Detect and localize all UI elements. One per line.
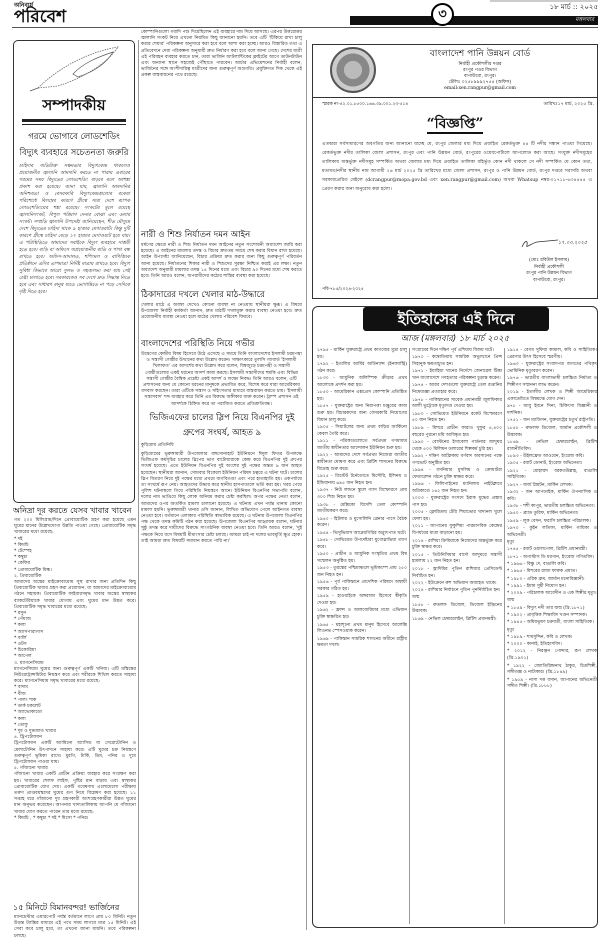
list-item: * কেফির [14,561,31,567]
article-headline: নারী ও শিশু নির্যাতন দমন আইন [141,230,251,240]
history-entry: ১৮৭১ - অগাস্টাস ডি মরগান, ইংরেজ গণিতবিদ। [507,554,594,560]
history-entry: ১৭৯৫ - মার্কিন যুক্তরাষ্ট্রে প্রথম কাগজের মুদ্রা চালু হয়। [317,348,407,360]
list-item: * দুধ ও দুগ্ধজাত খাবার [14,728,57,734]
list-item: * আপেল [14,654,32,660]
history-entry: ১৮৫৮ - রুডলফ ডিজেল, জার্মান প্রকৌশলী ও উদ্ভাবক। [507,425,597,438]
history-entry: জন্ম [412,595,420,601]
history-entry: ১৯১১ - পত্রিকাগুলোতে সর্বপ্রথম গণমাধ্যম জাতীয় স্বাধীনতার আন্দোলন ইউনিয়ন শুরু হয়। [317,439,407,452]
signer-title: নির্বাহী প্রকৌশলী [534,264,564,270]
history-column-1 [317,348,407,924]
notice-title [312,114,598,134]
history-entry: ১৯২৭ - জর্জ প্লিমটন, মার্কিন লেখক। [507,482,573,488]
history-entry: ১৯৬৫ - মহাশূন্যে প্রথম মানুষ হিসেবে আলেক্সি লিওনভ স্পেসওয়াক করেন। [317,622,407,635]
history-entry: ১৯৬২ - ফ্রান্স ও আলজেরিয়ার মধ্যে এভিয়ান চুক্তি স্বাক্ষরিত হয়। [317,608,407,621]
history-entry: ১৯৭০ - কম্বোডিয়ায় সামরিক অভ্যুত্থানে প্রিন্স সিহানুক ক্ষমতাচ্যুত হন। [412,355,502,368]
list-item: * পেঁয়াজ [14,617,31,623]
editorial-headline-1: গরমে ভোগাবে লোডশেডিং [28,132,120,142]
history-entry: ১৯৯০ - বোস্টনের ইসাবেলা গার্ডনার জাদুঘর থেকে ৫০০ মিলিয়ন ডলারের শিল্পকর্ম চুরি হয়। [412,439,502,452]
column-divider [504,348,505,924]
history-entry: * ১৮৫৯ - বিদ্যুৎ নদী তার জন্ম (খ্রি.১৮৭১) [507,605,585,611]
article-intro: গত ২০০ মিলিগ্রাম/দিনে প্রোবায়োটিক গ্রহণ করা হয়েছে এমন ঘুমের মানের উল্লেখযোগ্য উন্নতি পাওয়া গেছে। প্রোবায়োটিক সমৃদ্ধ খাবারের মধ্যে রয়েছে: [14,518,136,536]
org-address [380,62,580,92]
list-item: * বার্লি [14,635,27,641]
editorial-bar-thin [22,124,126,125]
notice-title-text: “বিজ্ঞপ্তি” [426,116,484,132]
history-entry: * ১৯৬৫ - মিশরের রাজা ফারুক প্রয়াত। [507,569,577,575]
history-entry: ১৭৫১ - জন ম্যাডিসন, যুক্তরাষ্ট্রের চতুর্থ রাষ্ট্রপতি। [507,418,595,424]
history-column-2 [412,348,502,924]
list-item: * প্রোবায়োটিক মিল্ক। [14,567,52,573]
article-body [14,518,136,898]
history-entry: ১৯৭৬ - ভারতীয় বাংলাভাষী চলচ্চিত্র নির্মাতা ও শিল্পীগণ সম্মাননা লাভ করেন। [507,376,597,388]
history-entry: ১৯৭৮ - পাকিস্তানের সাবেক প্রধানমন্ত্রী জুলফিকার আলী ভুট্টোকে মৃত্যুদণ্ড দেওয়া হয়। [412,397,502,410]
org-line: বাপাউবো, রংপুর। [463,74,497,79]
history-entry: ১৯৯২ - দক্ষিণ আফ্রিকায় বর্ণবাদ অবসানের পক্ষে গণভোট অনুষ্ঠিত হয়। [412,453,502,466]
list-item: * ওটস [14,642,27,648]
history-entry: ১৯৮০ - সোভিয়েত ইউনিয়নে রকেট বিস্ফোরণে ৫০ জন নিহত হন। [412,411,502,424]
history-entry: জন্ম [507,598,515,604]
history-entry: ১৯০৫ - সিয়াটলের জন্য প্রথম বাড়ির আর্কিনো কেবল তৈরি করে। [317,425,407,438]
history-entry: ১৯৮৯ - মিশরে প্রাচীন ফারাও খুফুর ৪,৪০০ বছরের পুরনো মমি আবিষ্কৃত হয়। [412,425,502,438]
history-entry: * ১৯৮৯ - শামসুদ্দিন, কবি ও লেখক। [507,634,573,640]
history-entry: ১৯২৫ - ত্রিস্টেট টর্নেডোতে মিসৌরি, ইলিনয় ও ইন্ডিয়ানায় ৬৯৫ জন নিহত হন। [317,474,407,487]
editorial-body: চাহিদার অতিরিক্ত সক্ষমতার বিদ্যুৎকেন্দ্র থাকলেও প্রয়োজনীয় জ্বালানি আমদানি করতে না পারায় এবারের গরমের সময় বিদ্যুতের লোডশেডিং বাড়বে বলে আশঙ্কা প্রকাশ করা হয়েছে। জানা যায়, জ্বালানি আমদানির অনিশ্চয়তা ও বেসরকারি বিদ্যুৎকেন্দ্রগুলোর বকেয়া পরিশোধে বিলম্বের কারণে গ্রীষ্মে সারা দেশে ব্যাপক লোডশেডিংয়ের শঙ্কা রয়েছে। সংকটের মূলে রয়েছে জ্বালানিসংকট, বিপুল পরিমাণ দেনার বোঝা এবং ডলার সংকট। সম্প্রতি জ্বালানি উপদেষ্টা জানিয়েছেন, শীত মৌসুমে দেশে বিদ্যুতের চাহিদা থাকে ৯ হাজার মেগাওয়াট। কিন্তু দুটি কারণে গ্রীষ্মে চাহিদা বেড়ে ১৭ হাজার মেগাওয়াট হয়ে যায়। এ পরিস্থিতিতে আমাদের সবাইকে বিদ্যুৎ ব্যবহারে সাশ্রয়ী হতে হবে। বাড়ি বা অফিসে অপ্রয়োজনীয় বাতি ও পাখা বন্ধ রাখতে হবে। অফিস-আদালত, শপিংমল ও বাণিজ্যিক প্রতিষ্ঠানে এসির তাপমাত্রা নির্দিষ্ট মাত্রায় রাখতে হবে। বিদ্যুৎ সুবিধা কিভাবে আরো সুলভ ও সহজলভ্য করা যায় সেই চেষ্টা চালাতে হবে। সরকারকেও সব দেখে দ্রুত সিদ্ধান্ত নিতে হবে এবং সাধারণ মানুষ যাতে ভোগান্তিতে না পড়ে সেদিকে দৃষ্টি দিতে হবে। [19,164,130,295]
history-entry: ১৯৭৪ - আরব দেশগুলো যুক্তরাষ্ট্রে তেল রপ্তানির নিষেধাজ্ঞা প্রত্যাহার করে। [412,383,502,396]
history-entry: ১৮৫৮ - রুডলফ ডিজেল, ডিজেল ইঞ্জিনের উদ্ভাবক। [412,602,502,615]
history-entry: ২০০৩ - যুক্তরাষ্ট্রের সংসদে ইরাক যুদ্ধের প্রস্তাব পাস হয়। [412,496,502,509]
history-entry: ১৯৯৪ - বসনিয়ার মুসলিম ও ক্রোয়াটরা ফেডারেশন গঠনে চুক্তি স্বাক্ষর করে। [412,468,502,480]
list-item: * কিমচি [14,542,29,548]
paragraph: ট্রিপটোফ্যান একটি অ্যামিনো অ্যাসিড যা সেরোটোনিন ও মেলাটোনিন উৎপাদনে সাহায্য করে। এটি ঘুমের চক্র নিয়ন্ত্রণে গুরুত্বপূর্ণ ভূমিকা রাখে। মুরগি, টার্কি, ডিম, পনির ও দুধে ট্রিপটোফ্যান পাওয়া যায়। [14,741,136,765]
paragraph: আমাদের অন্ত্রের মাইক্রোবায়োম সুস্থ রাখার জন্য প্রতিদিন কিছু প্রিবায়োটিক খাবার গ্রহণ করা প্রয়োজন, যা আমাদের মাইক্রোবায়োম গঠনে সহায়ক। প্রিবায়োটিক ফাইবারসমৃদ্ধ খাবার অন্ত্রের স্বাস্থ্যকর ব্যাকটেরিয়াকে খাবার যোগায় এবং ঘুমের মান উন্নত করে। প্রিবায়োটিক সমৃদ্ধ খাবারের মধ্যে রয়েছে: [14,580,136,610]
memo-date: তারিখঃ১৭ মার্চ, ২০২৫ খ্রি. [543,102,594,107]
history-entry: ২০০৫ - ফ্লোরিডায় টেরি শিয়াভোর খাদ্যনল খুলে ফেলা হয়। [412,510,502,523]
list-item: * কলা [14,623,26,629]
history-entry: * ১৯৫৯ - নাসা দত্ত বসান, জাপানের অভিনেত্রী সঙ্গীত শিল্পী। (খ্রি.১৮৮৮) [507,677,597,690]
history-banner: ইতিহাসের এই দিনে [363,307,549,331]
history-entry: ১৯২১ - মোহাম্মদ বরকতউল্লাহ, বাঙালি সাহিত্যিক। [507,468,597,481]
history-entry: ১৯১৪ - বেগম সুফিয়া কামাল, কবি ও সাহিত্যিক। প্রেরণার উৎস হিসেবে স্মরণীয়। [507,348,597,360]
section-title: পরিবেশ [14,7,67,27]
quill-feather-icon [18,44,130,92]
list-item: * চিকোরিয়া [14,648,36,654]
history-entry: * ২০০৯ - পরিচালক আবেদীন ও এক শিল্পীর মৃত্যু। [507,591,597,597]
history-entry: ২০১৯ - ইতালীয় লেখক ও শিল্পী আমেরিকার একাডেমিতে বিশ্বমঞ্চে যোগ দেন। [507,390,597,403]
notice-rule [312,97,598,98]
history-entry: ১৮৩০ - আধুনিক অলিম্পিক ক্রীড়ার প্রথম আলোকে প্রদর্শন করা হয়। [317,376,407,388]
article-headline: অনিদ্রা দূর করতে যেসব খাবার খাবেন [13,506,132,515]
article-headline: ঠিকাদারের দখলে খেলার মাঠ-উদ্ধারে [141,290,265,300]
history-entry: ২০২৪ - রাশিয়ার নির্বাচনে পুতিন পুনর্নির্বাচিত হন। [412,588,501,594]
masthead-rule [12,27,598,28]
history-entry: * ১৯২২ - জ্যোতিরিন্দ্রনাথ ঠাকুর, চিত্রশিল্পী, সঙ্গীতজ্ঞ ও নাট্যকার। (খ্রি.১৮৪৯) [507,663,597,676]
history-entry: ১৯৩৮ - শশী কাপুর, ভারতীয় চলচ্চিত্র অভিনেতা। [507,504,595,510]
paragraph: ম্যাগনেসিয়াম ঘুমের জন্য গুরুত্বপূর্ণ একটি খনিজ। এটি মস্তিষ্কের নিউরোট্রান্সমিটার নিয়ন্ত্রণ করে এবং শরীরকে শিথিল করতে সাহায্য করে। ম্যাগনেসিয়াম সমৃদ্ধ খাবারের মধ্যে রয়েছে: [14,666,136,685]
notice-body: এতদ্বারা সর্বসাধারণের অবগতির জন্য জানানো যাচ্ছে যে, রংপুর জেলার মধ্য দিয়ে প্রবাহিত রেকর্ডভুক্ত ৪৪ টি নদীর সন্ধান পাওয়া গিয়েছে। রেকর্ডভুক্ত নদীর তালিকা জেলা প্রশাসন, রংপুর এবং পানি উন্নয়ন বোর্ড, রংপুরের ওয়েবপোর্টালে আপলোড করা আছে। সংযুক্ত নদীসমূহের তালিকায় অন্তর্ভুক্ত নদীসমূহ সম্পর্কিত অথবা জেলার মধ্য দিয়ে প্রবাহিত তালিকা বহির্ভূত কোন নদী থাকলে সে নদী সম্পর্কিত যে কোন তথ্য, মতামত/নদীর স্থানীয় নাম আগামী ২৬ মার্চ ২০২৫ খ্রি তারিখের মধ্যে জেলা প্রশাসন, রংপুর ও পানি উন্নয়ন বোর্ড, রংপুর দপ্তরে সরাসরি অথবা সরকারপ্রেরিত মেইলে (dcrangpur@mopa.gov.bd এবং xen.rangpur@gmail.com) অথবা Whatsup নম্বর-০১৭১৮-৬৩৪৪৪৪ এ প্রেরণ করার জন্য অনুরোধ করা হলো। [322,142,592,192]
subheading: ৫. গাঁজানো খাবার [14,766,48,772]
signer-office: রংপুর পানি উন্নয়ন বিভাগ [526,271,572,276]
list-item: * রসুন [14,611,27,617]
list-item: * অ্যাসপারাগাস [14,629,44,635]
history-entry: ১৯৫৯ - লুক বেসন, ফরাসি চলচ্চিত্র পরিচালক। [507,518,591,524]
history-column-3 [507,348,597,924]
history-entry: ১৯০৫ - রবার্ট ডোনাট, ইংরেজ অভিনেতা। [507,461,583,467]
article-dateline: কুড়িগ্রাম প্রতিনিধি [141,443,174,448]
article-headline: বাংলাদেশের পরিস্থিতি নিয়ে গভীর [141,339,255,349]
org-name: বাংলাদেশ পানি উন্নয়ন বোর্ড [429,49,531,59]
org-line: টেলিঃ ০২৫৮৯৯৯২৭৫৪ (অফিস) [448,80,512,85]
history-entry: মৃত্যু [507,627,515,633]
signer-block [505,258,593,284]
subheading: ২. প্রিবায়োটিক [14,573,42,579]
list-item: * কলা [14,716,26,722]
article-headline: ১৫ মিনিটে বিমানবন্দর! ভার্জিনের [13,903,120,912]
subheading: ৩. ম্যাগনেসিয়াম [14,660,44,666]
editorial-logo-title: সম্পাদকীয় [42,96,106,114]
article-headline-line-1: ভিজিএফের চালের স্লিপ নিয়ে বিএনপির দুই [149,413,295,423]
list-item: * বীজ [14,691,26,697]
continued-article-body: কোম্পানিগুলো গবাদি পশু দিয়েছিলেন এই ব্যবহারে দাম দিয়ে আসছে। এরপর উত্তরোত্তর জ্বালানি সংকট নিয়ে এখনো নিয়মিত কিছু জানানো হয়নি। তবে এটি 'টিকিয়ে রাখা চালু করার শেয়ার' পরিকল্পনা অনুসারে করা হবে বলে আশা করা হচ্ছে। আরও বিস্তারিত তথ্য এ প্রতিবেদনে দেয়া পরিকল্পনা অনুযায়ী দ্রুত নির্ধারণ করা হবে বলে জানা গেছে। দেশের যাত্রী এই পরিবহন ব্যবহার করতে চান, তারা ভার্জিন আটলান্টিকের ফ্লাইটের আগে ডাউনটাউন এবং অন্যান্য স্থানে সহজেই পৌঁছাতে পারবেন। আর্চার এভিয়েশনের নির্বাহী বলেন, ভার্জিনের সঙ্গে অংশীদারিত্ব যাত্রীদের জন্য গুরুত্বপূর্ণ অগ্রগতি। প্রযুক্তিগত দিক থেকে এই প্রকল্প বাস্তবায়নের পথে রয়েছে। [141,30,302,79]
signer-name: (মোঃ রবিউল ইসলাম) [529,258,569,263]
subheading: ৪. ট্রিপটোফ্যান [14,735,43,741]
paragraph: গাঁজানো খাবার একটি প্রাচীন প্রক্রিয়া ব্যবহার করে সংরক্ষণ করা হয়। খাবারের শেলফ লাইফ, পুষ্টির মান বাড়ায় এবং স্বাস্থ্যকর প্রোবায়োটিক যোগ দেয়। একটি গবেষণায় এলোমেলো পরীক্ষায় তরুণ প্রাপ্তবয়স্কদের ঘুমের গুণ নিয়ে বিশ্লেষণ করা হয়েছে। ১১ সপ্তাহ ধরে গাঁজানো দুধ গ্রহণকারী অংশগ্রহণকারীরা উন্নত ঘুমের মান অনুভব করেছেন। আপনার খাদ্যতালিকায় আপনি যে গাঁজানো খাবার যোগ করতে পারেন তার মধ্যে রয়েছে: [14,772,136,815]
history-entry: ১৯৭০ - কুইন লতিফা, মার্কিন গায়িকা ও অভিনেত্রী। [507,525,597,538]
article-headline-line-2: গ্রুপের সংঘর্ষ, আহত ৯ [182,428,262,438]
history-entry: ১৯৫০ - প্রাচীন ও আধুনিক সংস্কৃতির প্রথম বিশ্ব সম্মেলন অনুষ্ঠিত হয়। [317,552,407,564]
history-entry: ১৮৫০ - আমেরিকান এক্সপ্রেস কোম্পানি প্রতিষ্ঠিত হয়। [317,390,407,403]
list-item: * পালং শাক [14,697,37,703]
memo-reference: স্মারক নং-৪২.০১.৮৫০০.১৬৬.৩৯.০০১.২৩-৫১৪ [322,102,409,107]
org-email: email:xen.rangpur@gmail.com [444,86,516,91]
list-item: * দই [14,536,23,542]
org-seal-icon [330,47,376,93]
history-entry: ১৭৪৫ - রবার্ট ওয়ালপোল, ব্রিটিশ প্রধানমন্ত্রী। [507,547,587,553]
editorial-bar [22,119,126,122]
notice-code: পবি-৭৮৫/২০২৪-২০২৫ [322,287,364,292]
issue-date: ১৮ মার্চ :: ২০২৫ [549,3,598,11]
history-entry: ১৯৭১ - ইয়াহিয়া খানের নির্দেশে জেনারেল টিক্কা খান বাংলাদেশে গণহত্যার পরিকল্পনা চূড়ান্ত করেন। [412,369,502,382]
article-body: উদ্বেগের কেন্দ্রীয় বিষয় হিসেবে উঠে এসেছে এ সময়ে তিনি বাংলাদেশের ইসলামী চরমপন্থা ও সন্ত্রাসী গোষ্ঠীর উত্থানের কথা উল্লেখ করেন। সাক্ষাৎকারে তুলসি গ্যাবার্ড 'ইসলামী খিলাফত' এর আদর্শের কথা উল্লেখ করে বলেন, বিশ্বজুড়ে চরমপন্থী ও সন্ত্রাসী গোষ্ঠীগুলোর একই ধরনের আদর্শ কাজ করছে। ইসলামী সন্ত্রাসীদের হুমকি এবং বিভিন্ন সন্ত্রাসী গোষ্ঠীর বৈশ্বিক প্রচেষ্টা একই আদর্শ ও লক্ষ্যে নিবদ্ধ। তিনি আরও বলেন, এটি প্রশাসনের জন্য যে কোনো ধরনের মানুষকে প্রভাবিত করে, বিশেষ করে যারা আমেরিকায় বসবাস করছেন। তারা এটিকে সন্ত্রাস ও সহিংসতার মাধ্যমে বাস্তবায়ন করতে চায়। 'ইসলামী সন্ত্রাসবাদ' শব্দ ব্যবহার করে তিনি এর বিরুদ্ধে অঙ্গীকার ব্যক্ত করেন। ট্রাম্প প্রশাসন এই আদর্শকে চিহ্নিত করে তা পরাজিত করতে প্রতিশ্রুতিবদ্ধ। [141,352,302,407]
column-divider [138,40,139,930]
list-item: * অ্যাভোকাডো [14,710,43,716]
history-entry: ১৯৯৬ - ফিলিপাইনের ম্যানিলায় নাইটক্লাবে অগ্নিকাণ্ডে ১৬২ জন নিহত হন। [412,482,502,494]
history-entry: ৯৭৮ - আবু ইবনে সিনা, চিকিৎসা বিজ্ঞানী ও দার্শনিক। [507,404,597,417]
history-entry: ১৭৯২ - ইতালির আর্মির অর্ডিন্যান্স (ইনফ্যান্ট্রি) গঠন করে। [317,362,407,374]
history-entry: ১৯৩৮ - মেক্সিকো বিদেশি তেল কোম্পানি জাতীয়করণ করে। [317,502,407,515]
history-entry: * ২০১২ - নিরঞ্জন পোদ্দার, রূপ লেখক (খ্রি.১৯০১) [507,649,597,662]
history-entry: ১৯৪৪ - ভিসুভিয়াস আগ্নেয়গিরির অগ্ন্যুৎপাত ঘটে। [317,530,407,536]
history-entry: ২০১৫ - তিউনিসিয়ার বার্দো জাদুঘরে সন্ত্রাসী হামলায় ২২ জন নিহত হন। [412,552,502,565]
history-entry: ১৮৫৭ - যুক্তরাষ্ট্রের জন্য নিরাপত্তা মঞ্জুরের কাজ শুরু হয়। বিচারকদের জন্য বেসরকারি নিয়োগের বিধান চালু করে। [317,404,407,423]
history-entry: ১৯৬৯ - পাকিস্তান সামরিক শাসনের অধীনে রাষ্ট্রীয় ক্ষমতা দখল। [317,636,407,649]
column-divider [306,40,307,930]
history-entry: সংগ্রামের দিনে দক্ষিণ পূর্ব এশিয়ায় বিজয় ঘটে। [412,348,494,353]
history-entry: * ১৯৯১ - ইমাম সুর্মী নিয়োগ হন। [507,583,566,589]
history-date: আজ (মঙ্গলবার) ১৮ মার্চ ২০২৫ [400,334,510,344]
column-divider [409,348,410,924]
history-entry: * ১৯০২ - প্রাবৃত্তিক শিক্ষাবিদ খণ্ডন সম্পাদক। [507,612,587,618]
section-supertitle: অনিবার্য [14,2,34,9]
list-item: * টেম্পেহ [14,549,32,555]
history-entry: * ১৯৮০ - এরিক ফ্রম, জার্মান মনোবিজ্ঞানী। [507,576,585,582]
history-entry: ১৯৪৮ - সোভিয়েত উপদেষ্টারা যুগোস্লাভিয়া ত্যাগ করে। [317,538,407,550]
history-entry: ১৮৬৯ - নেভিল চেম্বারলেইন, ব্রিটিশ রাজনীতিবিদ। [507,439,597,452]
history-entry: মৃত্যু [507,540,515,546]
page-number: ৩ [431,3,454,26]
history-entry: ২০১৮ - ভ্লাদিমির পুতিন রাশিয়ার প্রেসিডেন্ট নির্বাচিত হন। [412,566,502,579]
history-entry: ১৯৩৭ - নিউ লন্ডনে স্কুলে গ্যাস বিস্ফোরণে প্রায় ৩০০ শিশু নিহত হয়। [317,488,407,501]
article-body: ম্যানচেস্টার এয়ারপোর্ট পর্যন্ত বর্তমানে লাগে প্রায় ৮০ মিনিট। নতুন উড়ন্ত ট্যাক্সির মাধ্যমে এই পথে সময় লাগবে মাত্র ১৫ মিনিট। এই সেবা কবে চালু হবে, তা এখনো জানা যায়নি। তবে পরিকল্পনা চলছে। [14,915,136,939]
org-line: রংপুর পওর বিভাগ [463,68,497,73]
history-entry: * ২০০০ - কানাই, ইতিহাসবিদ। [507,642,562,648]
list-item: * কম্বুচা [14,555,28,561]
history-entry: * ১৯৪৫ - অমিয়ভূষণ চক্রবর্তী, বাংলা সাহিত্যিক। [507,620,594,626]
list-item: * তোফু [14,722,28,728]
article-body: কুড়িগ্রামের ভূরুঙ্গামারী উপজেলার বঙ্গসোনাহাট ইউনিয়নে ঈদুল ফিতর উপলক্ষে ভিজিএফ কর্মসূচির চালের স্লিপের ভাগ বাটোয়ারাকে কেন্দ্র করে বিএনপির দুই গ্রুপের সংঘর্ষ হয়েছে। এতে ইউনিয়ন বিএনপির দুই অংশের দুই পক্ষের অন্তত ৯ জন আহত হয়েছেন। স্থানীয়রা জানান, সোমবার বিকেলে ইউনিয়ন পরিষদ চত্বরে এ ঘটনা ঘটে। চালের স্লিপ বিতরণ নিয়ে দুই পক্ষের মধ্যে প্রথমে বাগবিতণ্ডা এবং পরে হাতাহাতি হয়। একপর্যায়ে তা সংঘর্ষে রূপ নেয়। আহতদের উদ্ধার করে স্থানীয় হাসপাতালে ভর্তি করা হয়। খবর পেয়ে পুলিশ ঘটনাস্থলে গিয়ে পরিস্থিতি নিয়ন্ত্রণে আনে। ইউনিয়ন বিএনপির সভাপতি বলেন, দলের নাম ভাঙিয়ে কিছু লোক অনিয়ম করার চেষ্টা করছিল। অপর পক্ষের নেতা বলেন, আমাদের ওপর অতর্কিত হামলা চালানো হয়েছে। এ ঘটনায় এখন পর্যন্ত থানায় কোনো মামলা হয়নি। ভূরুঙ্গামারী থানার ওসি জানান, লিখিত অভিযোগ পেলে আইনগত ব্যবস্থা নেওয়া হবে। বর্তমানে এলাকার পরিস্থিতি স্বাভাবিক রয়েছে। এ ঘটনায় উপজেলা বিএনপির পক্ষ থেকে তদন্ত কমিটি গঠন করা হয়েছে। উপজেলা বিএনপির আহ্বায়ক বলেন, ঘটনার সুষ্ঠু তদন্ত করে দায়ীদের বিরুদ্ধে সাংগঠনিক ব্যবস্থা নেওয়া হবে। তিনি আরও বলেন, 'দুই পক্ষকে নিয়ে বসে বিষয়টি মীমাংসার চেষ্টা চলছে। আমরা চাই না দলের ভাবমূর্তি ক্ষুণ্ণ হোক। তাই আমরা দ্রুত বিষয়টি সমাধান করতে পারি না।' [141,452,302,544]
issue-day: মঙ্গলবার [575,17,594,23]
history-entry: ১৯৫৩ - তুরস্কের পশ্চিমাঞ্চলে ভূমিকম্পে প্রায় ২৫০ জন নিহত হন। [317,566,407,578]
history-entry: ১৯২২ - আমাদের দেশে সর্বপ্রথম নিজেরা জাতীয় স্বাধীনতা ঘোষণা করে এবং ব্রিটিশ শাসনের বিরুদ্ধে বিদ্রোহ শুরু করে। [317,453,407,473]
history-entry: ১৯৫০ - ব্র্যাড ডুরিফ, মার্কিন অভিনেতা। [507,511,579,517]
history-entry: ২০১১ - জাপানের ফুকুশিমা পারমাণবিক কেন্দ্রের বিপর্যয়ের মাত্রা বাড়ানো হয়। [412,524,502,537]
editorial-headline-2: বিদ্যুৎ ব্যবহারে সচেতনতা জরুরি [19,148,129,158]
signature-date: ১৭.০৩.২০২৫ [558,240,588,246]
history-entry: ১৯৩২ - জন আপডাইক, মার্কিন ঔপন্যাসিক ও কবি। [507,489,597,502]
history-entry: ১৯৫৬ - পূর্ব পাকিস্তানে প্রাদেশিক পরিষদে অস্থায়ী সরকার গঠিত হয়। [317,580,407,593]
list-item: * কিমচি , * কম্বুচা * দই * মিসো * পনির। [14,815,89,821]
history-entry: ১৯৫৯ - হাওয়াইকে অঙ্গরাজ্য হিসেবে স্বীকৃতি দেওয়া হয়। [317,594,407,607]
history-entry: ১৮৬৯ - নেভিল চেম্বারলেইন, ব্রিটিশ প্রধানমন্ত্রী। [412,616,497,622]
history-entry: ২০২২ - ইউক্রেনে রুশ অভিযান অব্যাহত থাকে। [412,580,497,586]
history-entry: ১৯৬৩ - যুক্তরাষ্ট্রের সংবাদপত্র জগতের পথিকৃৎ ভোমিনিক মৃত্যুবরণ করেন। [507,362,597,374]
signer-address: বাপাউবো, রংপুর। [533,277,565,283]
org-line: নির্বাহী প্রকৌশলীর দপ্তর [458,62,502,67]
article-body: খেলার মাঠে এ অবস্থা দেখেও কোনো ব্যবস্থা না নেওয়ায় স্থানীয়রা ক্ষুব্ধ। এ বিষয়ে উপজেলা নির্বাহী কর্মকর্তা জানান, দ্রুত মাঠটি দখলমুক্ত করার ব্যবস্থা নেওয়া হবে। দ্রুত প্রয়োজনীয় ব্যবস্থা নেওয়া হলে মাঠের খেলার পরিবেশ ফিরবে। [141,303,302,321]
date-topline [490,0,598,2]
history-entry: ২০১৪ - রাশিয়া ক্রিমিয়াকে নিজেদের অন্তর্ভুক্ত করে চুক্তি স্বাক্ষর করে। [412,538,502,551]
article-body: ধর্ষণের ক্ষেত্রে নারী ও শিশু নির্যাতন দমন আইনের নতুন সংশোধনী অধ্যাদেশ জারি করা হয়েছে। এ আইনের মামলার তদন্ত ও বিচার দ্রুততম সময়ে শেষ করার বিধান রাখা হয়েছে। আইন উপদেষ্টা জানিয়েছেন, বিচার প্রক্রিয়া দ্রুত করার জন্য কিছু গুরুত্বপূর্ণ পরিবর্তন আনা হয়েছে। নির্যাতনের শিকার নারী ও শিশুদের সুরক্ষা নিশ্চিত করাই এর লক্ষ্য। নতুন অধ্যাদেশ অনুযায়ী মামলার তদন্ত ১৫ দিনের মধ্যে এবং বিচার ৯০ দিনের মধ্যে শেষ করতে হবে। তিনি আরও বলেন, অপরাধীদের কঠোর শাস্তির ব্যবস্থা করা হয়েছে। [141,243,302,280]
list-item: * ডার্ক চকলেট [14,704,41,710]
history-entry: * ১৯৬৬ - বিষ্ণু দে, বাঙালি কবি। [507,561,566,567]
signature-icon [520,238,560,250]
history-entry: ১৯৪০ - হিটলার ও মুসোলিনি ব্রেনার পাসে বৈঠক করেন। [317,516,407,529]
list-item: * বাদাম [14,685,28,691]
history-entry: ১৮৯৩ - উইলফ্রেড আওয়েন, ইংরেজ কবি। [507,453,585,459]
